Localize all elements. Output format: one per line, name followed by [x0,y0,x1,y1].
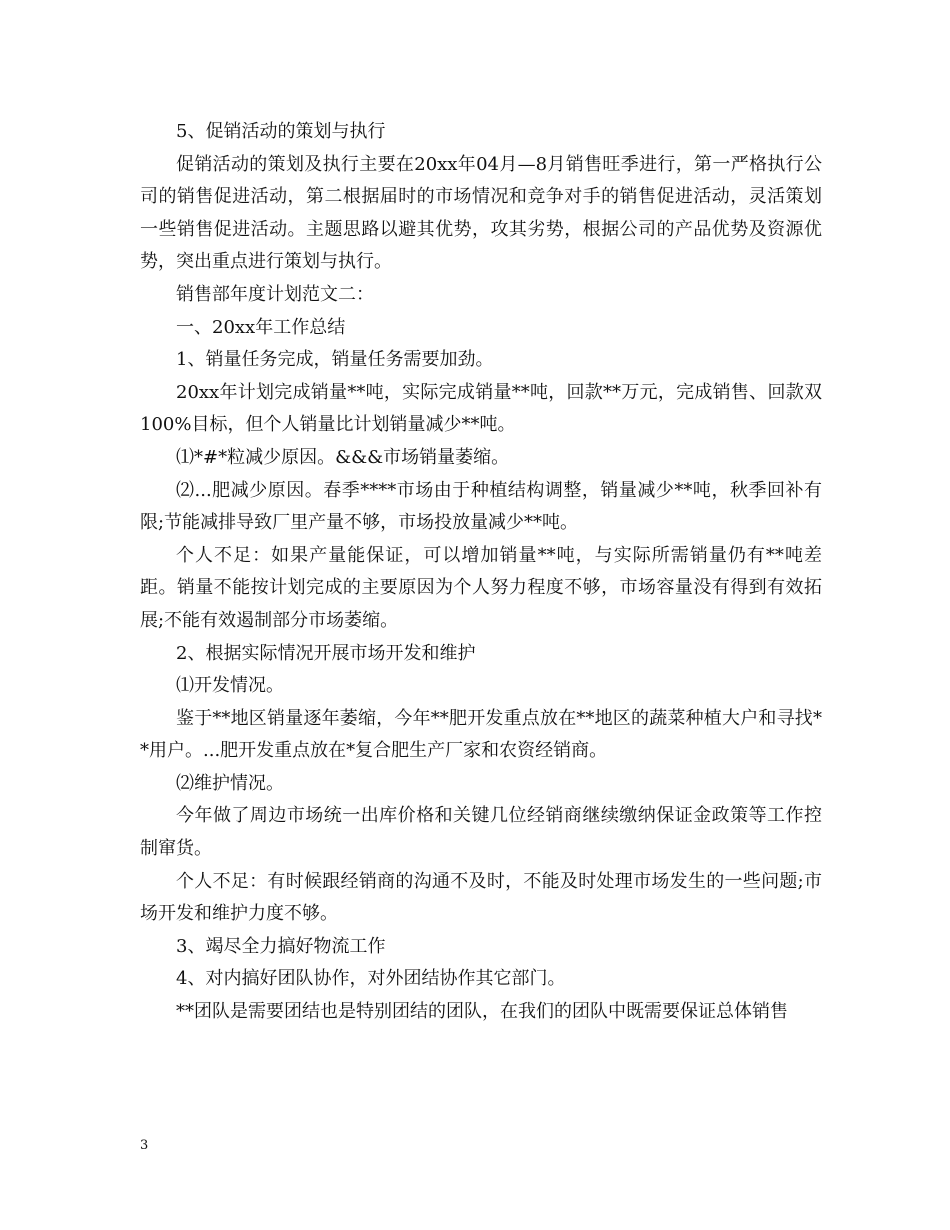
paragraph-teamwork-heading: 4、对内搞好团队协作，对外团结协作其它部门。 [176,968,566,990]
paragraph-reason-two: ⑵...肥减少原因。春季****市场由于种植结构调整，销量减少**吨，秋季回补有限;节能减排导致厂里产量不够，市场投放量减少**吨。 [140,479,822,534]
paragraph-maintenance-body: 今年做了周边市场统一出库价格和关键几位经销商继续缴纳保证金政策等工作控制窜货。 [140,805,822,860]
paragraph-logistics-heading: 3、竭尽全力搞好物流工作 [176,935,386,957]
paragraph-promotion-heading: 5、促销活动的策划与执行 [176,121,386,142]
paragraph-reason-one: ⑴*#*粒减少原因。&&&市场销量萎缩。 [176,446,510,468]
paragraph-work-summary-heading: 一、20xx年工作总结 [176,316,346,338]
paragraph-sales-target-body: 20xx年计划完成销量**吨，实际完成销量**吨，回款**万元，完成销售、回款双100%目标，但个人销量比计划销量减少**吨。 [140,381,822,436]
paragraph-development-status: ⑴开发情况。 [176,675,284,697]
paragraph-sample-two-title: 销售部年度计划范文二： [176,283,374,305]
paragraph-personal-shortfall-market: 个人不足：有时候跟经销商的沟通不及时，不能及时处理市场发生的一些问题;市场开发和维护力度不够。 [140,870,822,925]
paragraph-sales-target-heading: 1、销量任务完成，销量任务需要加劲。 [176,349,494,371]
paragraph-teamwork-body: **团队是需要团结也是特别团结的团队，在我们的团队中既需要保证总体销售 [176,1001,788,1023]
paragraph-personal-shortfall-sales: 个人不足：如果产量能保证，可以增加销量**吨，与实际所需销量仍有**吨差距。销量不能按计划完成的主要原因为个人努力程度不够，市场容量没有得到有效拓展;不能有效遏制部分市场萎缩。 [140,544,822,631]
paragraph-promotion-body: 促销活动的策划及执行主要在20xx年04月—8月销售旺季进行，第一严格执行公司的销售促进活动，第二根据届时的市场情况和竞争对手的销售促进活动，灵活策划一些销售促进活动。主题思路以避其优势，攻其劣势，根据公司的产品优势及资源优势，突出重点进行策划与执行。 [140,153,822,273]
paragraph-maintenance-status: ⑵维护情况。 [176,772,284,794]
page-number: 3 [140,1138,149,1153]
paragraph-market-development-heading: 2、根据实际情况开展市场开发和维护 [176,642,476,664]
document-body [140,116,822,1029]
paragraph-development-body: 鉴于**地区销量逐年萎缩，今年**肥开发重点放在**地区的蔬菜种植大户和寻找**用户。...肥开发重点放在*复合肥生产厂家和农资经销商。 [140,707,822,762]
